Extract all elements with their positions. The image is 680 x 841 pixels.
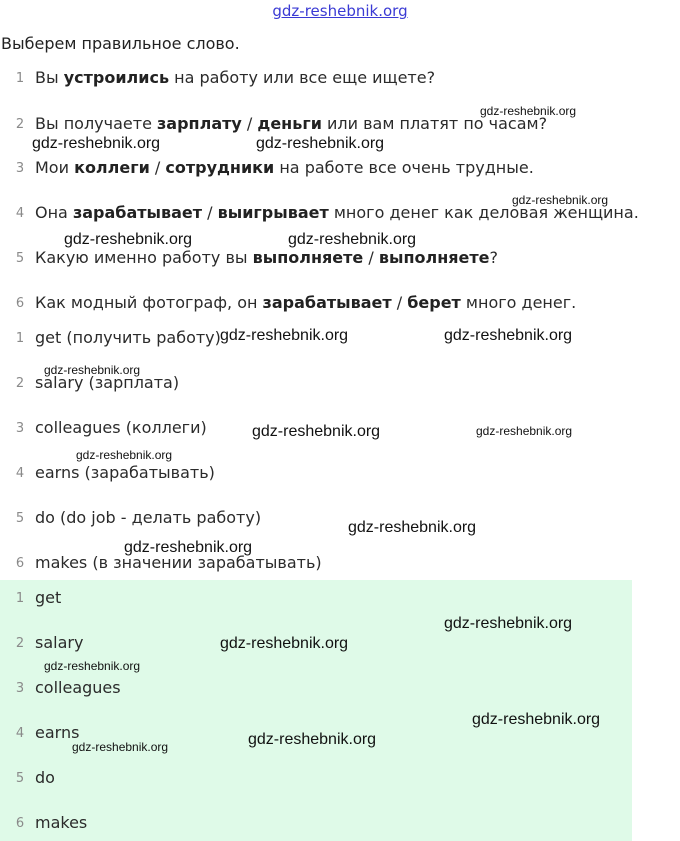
watermark: gdz-reshebnik.org [480, 104, 577, 118]
watermark: gdz-reshebnik.org [220, 327, 349, 344]
site-header-link[interactable]: gdz-reshebnik.org [272, 2, 408, 20]
answer-text: salary [35, 633, 84, 652]
item-number: 3 [15, 681, 25, 696]
item-number: 3 [15, 421, 25, 436]
watermark: gdz-reshebnik.org [252, 423, 381, 440]
answer-item-5 [0, 768, 680, 792]
exercise-sentence: Вы устроились на работу или все еще ищете? [35, 68, 436, 87]
watermark: gdz-reshebnik.org [44, 363, 141, 377]
item-number: 5 [15, 771, 25, 786]
answer-text: get [35, 588, 62, 607]
task-intro: Выберем правильное слово. [1, 34, 240, 53]
watermark: gdz-reshebnik.org [444, 327, 573, 344]
answer-item-6 [0, 813, 680, 837]
explanation-text: colleagues (коллеги) [35, 418, 207, 437]
item-number: 3 [15, 161, 25, 176]
explanation-item-6 [0, 553, 680, 577]
exercise-sentence: Какую именно работу вы выполняете / выполняете? [35, 248, 499, 267]
watermark: gdz-reshebnik.org [288, 231, 417, 248]
item-number: 1 [15, 71, 25, 86]
watermark: gdz-reshebnik.org [44, 659, 141, 673]
watermark: gdz-reshebnik.org [124, 539, 253, 556]
answer-text: colleagues [35, 678, 121, 697]
watermark: gdz-reshebnik.org [220, 635, 349, 652]
watermark: gdz-reshebnik.org [256, 135, 385, 152]
item-number: 2 [15, 636, 25, 651]
item-number: 4 [15, 726, 25, 741]
explanation-text: makes (в значении зарабатывать) [35, 553, 322, 572]
exercise-item-5 [0, 248, 680, 272]
item-number: 2 [15, 376, 25, 391]
item-number: 4 [15, 466, 25, 481]
item-number: 6 [15, 296, 25, 311]
answer-text: do [35, 768, 55, 787]
item-number: 1 [15, 591, 25, 606]
watermark: gdz-reshebnik.org [444, 615, 573, 632]
explanation-text: salary (зарплата) [35, 373, 180, 392]
watermark: gdz-reshebnik.org [512, 193, 609, 207]
explanation-text: get (получить работу) [35, 328, 221, 347]
item-number: 2 [15, 117, 25, 132]
watermark: gdz-reshebnik.org [348, 519, 477, 536]
answer-text: makes [35, 813, 88, 832]
answer-item-3 [0, 678, 680, 702]
watermark: gdz-reshebnik.org [64, 231, 193, 248]
item-number: 1 [15, 331, 25, 346]
watermark: gdz-reshebnik.org [32, 135, 161, 152]
watermark: gdz-reshebnik.org [76, 448, 173, 462]
item-number: 6 [15, 556, 25, 571]
explanation-text: earns (зарабатывать) [35, 463, 215, 482]
explanation-text: do (do job - делать работу) [35, 508, 262, 527]
item-number: 5 [15, 511, 25, 526]
watermark: gdz-reshebnik.org [248, 731, 377, 748]
item-number: 6 [15, 816, 25, 831]
answer-item-1 [0, 588, 680, 612]
explanation-item-5 [0, 508, 680, 532]
exercise-sentence: Как модный фотограф, он зарабатывает / берет много денег. [35, 293, 577, 312]
watermark: gdz-reshebnik.org [472, 711, 601, 728]
exercise-item-6 [0, 293, 680, 317]
exercise-sentence: Вы получаете зарплату / деньги или вам платят по часам? [35, 114, 548, 133]
answer-text: earns [35, 723, 80, 742]
item-number: 4 [15, 206, 25, 221]
exercise-item-3 [0, 158, 680, 182]
exercise-sentence: Мои коллеги / сотрудники на работе все очень трудные. [35, 158, 534, 177]
exercise-item-1 [0, 68, 680, 92]
exercise-sentence: Она зарабатывает / выигрывает много денег как деловая женщина. [35, 203, 639, 222]
watermark: gdz-reshebnik.org [72, 740, 169, 754]
item-number: 5 [15, 251, 25, 266]
watermark: gdz-reshebnik.org [476, 424, 573, 438]
explanation-item-4 [0, 463, 680, 487]
